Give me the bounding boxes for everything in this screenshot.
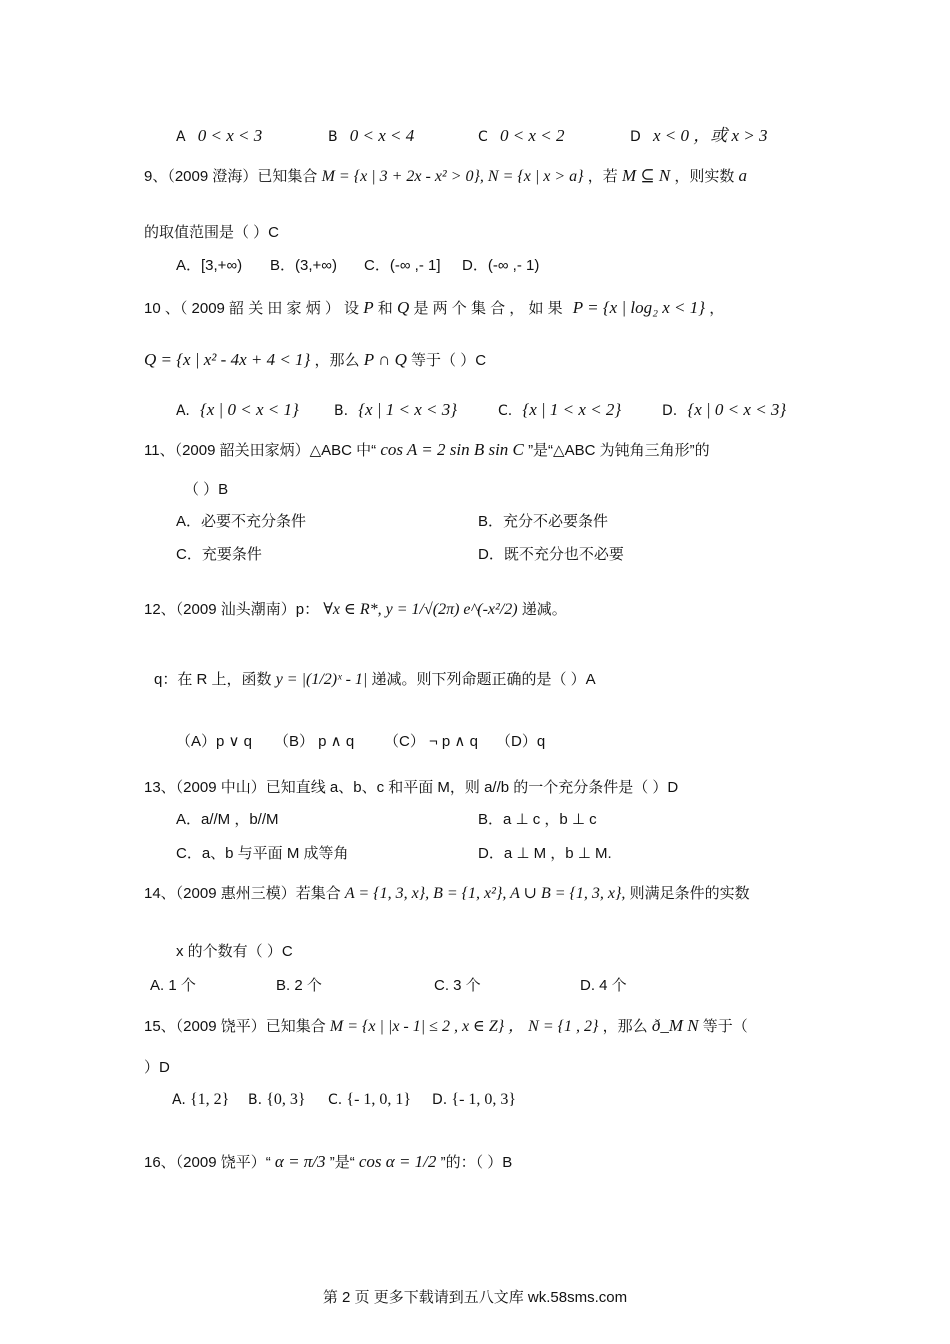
q14-option-c: C. 3 个: [434, 977, 481, 994]
q16-line1: 16、（2009 饶平）“ α = π/3 ”是“ cos α = 1/2 ”的：（ ）B: [144, 1152, 513, 1171]
q12-line1: 12、（2009 汕头潮南）p： ∀x ∈ R*, y = 1/√(2π) e^(-x²/2) 递减。: [144, 601, 567, 618]
q9-line2: 的取值范围是（ ）C: [144, 224, 280, 241]
q12-option-d: （D）q: [496, 733, 546, 750]
q13-option-a: A．a//M ，b//M: [176, 811, 279, 828]
q12-option-b: （B） p ∧ q: [274, 733, 355, 750]
q8-option-c: C 0 < x < 2: [478, 126, 565, 145]
q11-option-a: A．必要不充分条件: [176, 513, 307, 530]
q11-option-d: D．既不充分也不必要: [478, 546, 624, 563]
q10-option-b: B. {x | 1 < x < 3}: [334, 400, 458, 419]
q13-option-c: C．a、b 与平面 M 成等角: [176, 845, 349, 862]
q11-option-c: C．充要条件: [176, 546, 262, 563]
q9-line1: 9、（2009 澄海）已知集合 M = {x | 3 + 2x - x² > 0}, N = {x | x > a} ，若 M ⊆ N ，则实数 a: [144, 166, 748, 185]
page-footer: 第 2 页 更多下载请到五八文库 wk.58sms.com: [322, 1289, 628, 1306]
q9-option-a: A．[3,+∞): [176, 257, 243, 274]
q14-option-d: D. 4 个: [580, 977, 627, 994]
q11-option-b: B．充分不必要条件: [478, 513, 609, 530]
q14-option-b: B. 2 个: [276, 977, 322, 994]
q10-line1: 10 、（ 2009 韶 关 田 家 炳 ） 设 P 和 Q 是 两 个 集 合 ， 如 果 P = {x | log₂ x < 1} ，: [144, 298, 725, 317]
q13-line1: 13、（2009 中山）已知直线 a、b、c 和平面 M，则 a//b 的一个充分条件是（ ）D: [144, 779, 679, 796]
q10-option-a: A. {x | 0 < x < 1}: [176, 400, 299, 419]
q14-option-a: A. 1 个: [150, 977, 196, 994]
q15-option-d: D. {- 1, 0, 3}: [432, 1091, 517, 1108]
q10-option-c: C. {x | 1 < x < 2}: [498, 400, 622, 419]
q8-option-b: B 0 < x < 4: [328, 126, 415, 145]
q10-option-d: D. {x | 0 < x < 3}: [662, 400, 787, 419]
q9-option-c: C．(-∞ ,- 1]: [364, 257, 441, 274]
q15-line2: ）D: [144, 1059, 170, 1076]
q14-line1: 14、（2009 惠州三模）若集合 A = {1, 3, x}, B = {1, x²}, A ∪ B = {1, 3, x}, 则满足条件的实数: [144, 885, 750, 902]
q13-option-b: B．a ⊥ c ，b ⊥ c: [478, 811, 597, 828]
q9-option-b: B．(3,+∞): [270, 257, 337, 274]
q15-option-c: C. {- 1, 0, 1}: [328, 1091, 412, 1108]
q12-option-c: （C） ¬ p ∧ q: [384, 733, 478, 750]
q12-option-a: （A）p ∨ q: [176, 733, 253, 750]
q12-line2: q：在 R 上，函数 y = |(1/2)ˣ - 1| 递减。则下列命题正确的是（ ）A: [154, 671, 596, 688]
q14-line2: x 的个数有（ ）C: [176, 943, 293, 960]
q15-option-b: B. {0, 3}: [248, 1091, 306, 1108]
q10-line2: Q = {x | x² - 4x + 4 < 1} ，那么 P ∩ Q 等于（ ）C: [144, 350, 487, 369]
q11-line2: （ ）B: [184, 481, 229, 498]
q8-option-d: D x < 0 ，或 x > 3: [630, 126, 768, 145]
q15-line1: 15、（2009 饶平）已知集合 M = {x | |x - 1| ≤ 2 , x ∈ Z} ， N = {1 , 2} ，那么 ð_M N 等于（: [144, 1016, 748, 1035]
q8-option-a: A 0 < x < 3: [176, 126, 263, 145]
q13-option-d: D．a ⊥ M ，b ⊥ M.: [478, 845, 612, 862]
q9-option-d: D．(-∞ ,- 1): [462, 257, 540, 274]
q15-option-a: A. {1, 2}: [172, 1091, 230, 1108]
q11-line1: 11、（2009 韶关田家炳）△ABC 中“ cos A = 2 sin B sin C ”是“△ABC 为钝角三角形”的: [144, 440, 710, 459]
